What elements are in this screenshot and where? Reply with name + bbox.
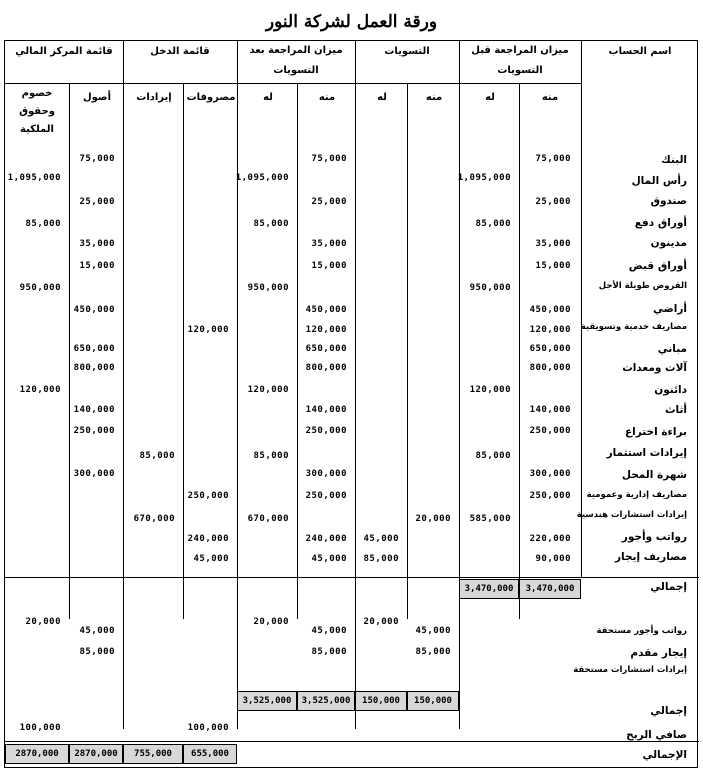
cell-ast: 800,000	[73, 363, 115, 373]
header-income: قائمة الدخل	[150, 46, 210, 57]
grand-total-label: الإجمالي	[642, 749, 687, 761]
col-divider	[459, 41, 460, 729]
sub-adj-debit: منه	[425, 92, 443, 103]
adj-account-name: رواتب وأجور مستحقة	[596, 626, 687, 636]
adj-cell-adj_dr: 45,000	[415, 626, 451, 636]
adj-cell-atb_cr: 20,000	[253, 617, 289, 627]
col-divider	[183, 83, 184, 619]
cell-tb_dr: 250,000	[529, 426, 571, 436]
adj-cell-adj_dr: 85,000	[415, 647, 451, 657]
cell-atb_cr: 85,000	[253, 451, 289, 461]
cell-exp: 120,000	[187, 325, 229, 335]
total-tb-credit: 3,470,000	[459, 579, 519, 599]
cell-adj_dr: 20,000	[415, 514, 451, 524]
grand-ast: 2870,000	[69, 744, 123, 764]
cell-ast: 15,000	[79, 261, 115, 271]
cell-tb_dr: 300,000	[529, 469, 571, 479]
col-divider	[297, 83, 298, 619]
cell-atb_dr: 650,000	[305, 344, 347, 354]
cell-lia: 1,095,000	[7, 173, 61, 183]
cell-atb_dr: 120,000	[305, 325, 347, 335]
col-divider	[123, 41, 124, 729]
sub-revenues: إيرادات	[136, 92, 172, 103]
account-name: أوراق دفع	[634, 217, 687, 229]
cell-atb_dr: 250,000	[305, 426, 347, 436]
worksheet-table	[4, 40, 698, 768]
col-divider	[355, 41, 356, 729]
cell-adj_cr: 85,000	[363, 554, 399, 564]
adj-account-name: إيجار مقدم	[630, 647, 687, 659]
col-divider	[519, 83, 520, 619]
net-profit-label: صافي الربح	[626, 729, 687, 741]
account-name: رأس المال	[631, 175, 687, 187]
account-name: أوراق قبض	[628, 260, 687, 272]
cell-atb_cr: 670,000	[247, 514, 289, 524]
cell-ast: 140,000	[73, 405, 115, 415]
account-name: مباني	[657, 343, 687, 355]
account-name: مدينون	[650, 237, 687, 249]
header-tb-before: ميزان المراجعة قبل التسويات	[471, 45, 569, 76]
grand-exp: 655,000	[183, 744, 237, 764]
account-name: إيرادات استثمار	[606, 447, 687, 459]
adj-cell-lia: 20,000	[25, 617, 61, 627]
col-divider	[69, 83, 70, 619]
header-account: اسم الحساب	[608, 46, 672, 57]
cell-atb_cr: 950,000	[247, 283, 289, 293]
header-balance: قائمة المركز المالي	[15, 46, 113, 57]
total2-adj-debit: 150,000	[407, 691, 459, 711]
cell-rev: 670,000	[133, 514, 175, 524]
cell-ast: 25,000	[79, 197, 115, 207]
cell-atb_dr: 450,000	[305, 305, 347, 315]
account-name: مصاريف إدارية وعمومية	[586, 490, 687, 500]
sub-liabilities: خصوم وحقوق الملكية	[19, 88, 55, 135]
cell-lia: 950,000	[19, 283, 61, 293]
cell-exp: 45,000	[193, 554, 229, 564]
cell-ast: 250,000	[73, 426, 115, 436]
cell-tb_dr: 75,000	[535, 154, 571, 164]
cell-tb_dr: 120,000	[529, 325, 571, 335]
total-tb-debit: 3,470,000	[519, 579, 581, 599]
cell-exp: 250,000	[187, 491, 229, 501]
cell-atb_dr: 25,000	[311, 197, 347, 207]
total2-atb-debit: 3,525,000	[297, 691, 355, 711]
adj-cell-atb_dr: 85,000	[311, 647, 347, 657]
cell-atb_dr: 45,000	[311, 554, 347, 564]
sub-atb-debit: منه	[318, 92, 336, 103]
cell-exp: 240,000	[187, 534, 229, 544]
account-name: صندوق	[650, 195, 687, 207]
account-name: إيرادات استشارات هندسية	[576, 510, 687, 520]
account-name: مصاريف إيجار	[614, 551, 687, 563]
sub-atb-credit: له	[263, 92, 273, 103]
cell-tb_dr: 25,000	[535, 197, 571, 207]
cell-atb_dr: 240,000	[305, 534, 347, 544]
cell-adj_cr: 45,000	[363, 534, 399, 544]
cell-ast: 450,000	[73, 305, 115, 315]
adj-cell-atb_dr: 45,000	[311, 626, 347, 636]
cell-tb_cr: 120,000	[469, 385, 511, 395]
net-profit-exp: 100,000	[187, 723, 229, 733]
cell-tb_dr: 800,000	[529, 363, 571, 373]
account-name: آلات ومعدات	[622, 362, 687, 374]
account-name: شهرة المحل	[621, 469, 687, 481]
cell-tb_dr: 650,000	[529, 344, 571, 354]
cell-ast: 75,000	[79, 154, 115, 164]
cell-tb_dr: 140,000	[529, 405, 571, 415]
adj-account-name: إيرادات استشارات مستحقة	[573, 665, 687, 675]
account-name: مصاريف خدمية وتسويقية	[580, 322, 687, 332]
cell-atb_dr: 15,000	[311, 261, 347, 271]
grand-rev: 755,000	[123, 744, 183, 764]
cell-tb_cr: 85,000	[475, 219, 511, 229]
section-divider	[5, 741, 699, 742]
net-profit-lia: 100,000	[19, 723, 61, 733]
col-divider	[237, 41, 238, 729]
cell-atb_cr: 120,000	[247, 385, 289, 395]
total2-adj-credit: 150,000	[355, 691, 407, 711]
total-label: إجمالي	[650, 581, 687, 593]
cell-tb_cr: 1,095,000	[457, 173, 511, 183]
cell-tb_cr: 585,000	[469, 514, 511, 524]
col-divider	[581, 41, 582, 577]
account-name: دائنون	[654, 384, 687, 396]
cell-lia: 85,000	[25, 219, 61, 229]
adj-cell-ast: 85,000	[79, 647, 115, 657]
cell-atb_dr: 35,000	[311, 239, 347, 249]
account-name: براءة اختراع	[624, 426, 687, 438]
account-name: أراضي	[652, 303, 687, 315]
header-divider	[5, 83, 581, 84]
cell-ast: 35,000	[79, 239, 115, 249]
cell-tb_cr: 950,000	[469, 283, 511, 293]
sub-expenses: مصروفات	[186, 92, 236, 103]
cell-tb_dr: 250,000	[529, 491, 571, 501]
account-name: رواتب وأجور	[621, 531, 687, 543]
adj-cell-adj_cr: 20,000	[363, 617, 399, 627]
cell-atb_dr: 75,000	[311, 154, 347, 164]
cell-rev: 85,000	[139, 451, 175, 461]
col-divider	[407, 83, 408, 619]
account-name: البنك	[661, 154, 687, 166]
cell-atb_dr: 140,000	[305, 405, 347, 415]
cell-ast: 300,000	[73, 469, 115, 479]
cell-tb_dr: 90,000	[535, 554, 571, 564]
page-title: ورقة العمل لشركة النور	[265, 12, 438, 32]
total2-label: إجمالي	[650, 705, 687, 717]
account-name: القروض طويلة الأجل	[598, 281, 687, 291]
total2-atb-credit: 3,525,000	[237, 691, 297, 711]
grand-lia: 2870,000	[5, 744, 69, 764]
sub-tb-debit: منه	[541, 92, 559, 103]
cell-tb_cr: 85,000	[475, 451, 511, 461]
sub-tb-credit: له	[485, 92, 495, 103]
cell-atb_dr: 300,000	[305, 469, 347, 479]
cell-atb_cr: 85,000	[253, 219, 289, 229]
header-adjustments: التسويات	[384, 46, 430, 57]
adj-cell-ast: 45,000	[79, 626, 115, 636]
cell-atb_dr: 800,000	[305, 363, 347, 373]
sub-adj-credit: له	[377, 92, 387, 103]
cell-atb_dr: 250,000	[305, 491, 347, 501]
cell-tb_dr: 15,000	[535, 261, 571, 271]
account-name: أثاث	[664, 404, 687, 416]
section-divider	[5, 577, 699, 578]
header-tb-after: ميزان المراجعة بعد التسويات	[249, 45, 343, 76]
cell-atb_cr: 1,095,000	[235, 173, 289, 183]
cell-lia: 120,000	[19, 385, 61, 395]
cell-tb_dr: 35,000	[535, 239, 571, 249]
cell-ast: 650,000	[73, 344, 115, 354]
cell-tb_dr: 450,000	[529, 305, 571, 315]
sub-assets: أصول	[82, 92, 112, 103]
cell-tb_dr: 220,000	[529, 534, 571, 544]
